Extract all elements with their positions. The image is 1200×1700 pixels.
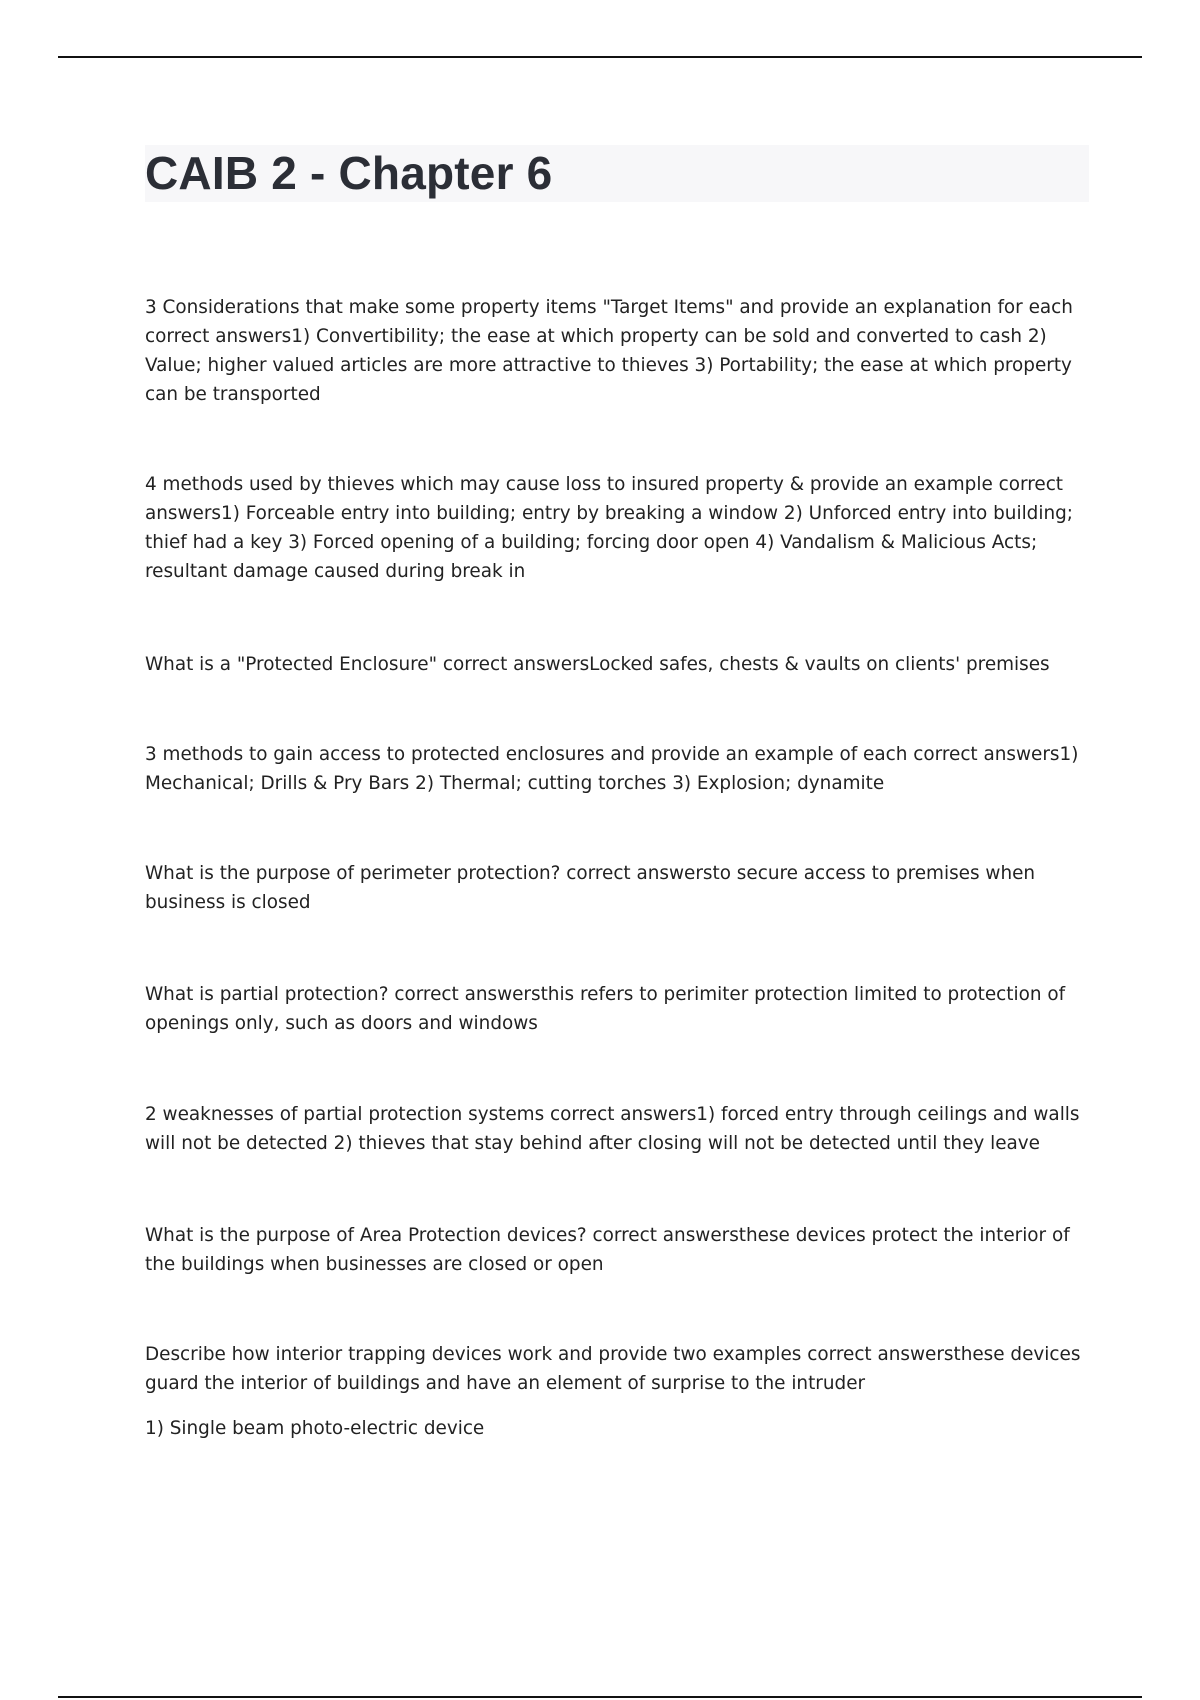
answer-marker: correct answers <box>145 326 292 347</box>
qa-card-5 <box>145 859 1090 917</box>
qa-card-6 <box>145 980 1090 1038</box>
question-text: 3 Considerations that make some property items "Target Items" and provide an explanation for each <box>145 297 1073 318</box>
answer-text: Locked safes, chests & vaults on clients' premises <box>589 654 1050 675</box>
answer-marker: correct answers <box>566 863 713 884</box>
answer-text: 1) Convertibility; the ease at which property can be sold and converted to cash 2) Value; higher valued articles are more attractive to thieves 3) Portability; the ease at which property can be transported <box>145 326 1072 405</box>
qa-card-1 <box>145 293 1090 409</box>
question-text: What is the purpose of perimeter protection? <box>145 863 561 884</box>
qa-card-3 <box>145 650 1090 679</box>
answer-text: these devices protect the interior of the buildings when businesses are closed or open <box>145 1225 1070 1275</box>
question-text: What is a "Protected Enclosure" <box>145 654 438 675</box>
question-text: 2 weaknesses of partial protection systems <box>145 1104 545 1125</box>
answer-text: 1) Mechanical; Drills & Pry Bars 2) Thermal; cutting torches 3) Explosion; dynamite <box>145 744 1079 794</box>
question-text: Describe how interior trapping devices work and provide two examples <box>145 1344 802 1365</box>
answer-text: 1) forced entry through ceilings and walls will not be detected 2) thieves that stay behind after closing will not be detected until they leave <box>145 1104 1080 1154</box>
top-rule <box>58 56 1142 58</box>
question-text: 3 methods to gain access to protected enclosures and provide an example of each <box>145 744 908 765</box>
answer-marker: correct answers <box>394 984 541 1005</box>
question-text: What is the purpose of Area Protection devices? <box>145 1225 587 1246</box>
question-text: What is partial protection? <box>145 984 389 1005</box>
qa-card-7 <box>145 1100 1090 1158</box>
bottom-rule <box>58 1696 1142 1698</box>
answer-text: these devices guard the interior of buildings and have an element of surprise to the intruder <box>145 1344 1081 1394</box>
answer-marker: correct answers <box>592 1225 739 1246</box>
qa-card-8 <box>145 1221 1090 1279</box>
answer-marker: correct answers <box>807 1344 954 1365</box>
question-text: 4 methods used by thieves which may cause loss to insured property & provide an example <box>145 474 993 495</box>
answer-text: to secure access to premises when business is closed <box>145 863 1036 913</box>
answer-marker: correct answers <box>913 744 1060 765</box>
qa-card-4 <box>145 740 1090 798</box>
answer-marker: correct answers <box>442 654 590 675</box>
answer-text: 1) Forceable entry into building; entry by breaking a window 2) Unforced entry into building; thief had a key 3) Forced opening of a building; forcing door open 4) Vandalism & Malicious Acts; resultant damage caused during break in <box>145 503 1073 582</box>
qa-card-9 <box>145 1340 1090 1398</box>
answer-continuation: 1) Single beam photo-electric device <box>145 1418 485 1439</box>
answer-marker: correct answers <box>550 1104 697 1125</box>
page-title: CAIB 2 - Chapter 6 <box>145 147 553 199</box>
answer-marker: correct answers <box>145 474 1064 524</box>
qa-card-2 <box>145 470 1090 586</box>
answer-text: this refers to perimiter protection limited to protection of openings only, such as doors and windows <box>145 984 1066 1034</box>
